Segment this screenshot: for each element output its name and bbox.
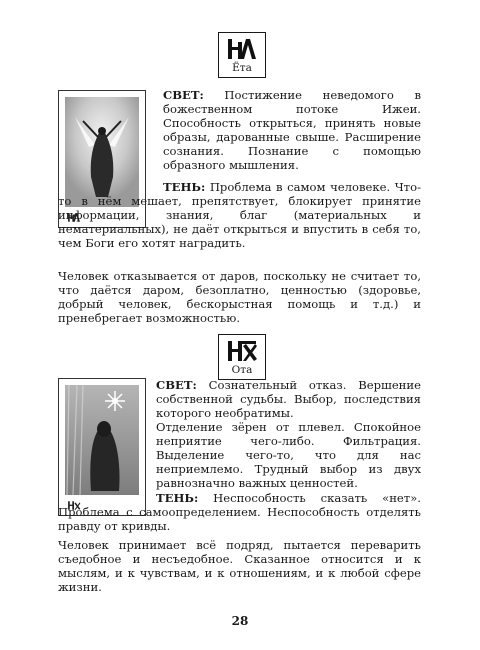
section2-shadow: ТЕНЬ: Неспособность сказать «нет». Проблема с самоопределением. Неспособность отделять правду от кривды. xyxy=(58,491,421,534)
section2-paragraph: Человек принимает всё подряд, пытается переварить съедобное и несъедобное. Сказанное относится и к мыслям, и к чувствам, и к отношениям, и к любой сфере жизни. xyxy=(58,538,421,595)
section1-light: СВЕТ: Постижение неведомого в божественном потоке Ижеи. Способность открыться, принять новые образы, дарованные свыше. Расширение сознания. Познание с помощью образного мышления. xyxy=(163,88,421,173)
section1-shadow: ТЕНЬ: Проблема в самом человеке. Что-то в нём мешает, препятствует, блокирует принятие информации, знания, благ (материальных и нематериальных), не даёт открыться и впустить в себя то, чем Боги его хотят наградить. xyxy=(58,180,421,251)
section1-paragraph: Человек отказывается от даров, поскольку не считает то, что даётся даром, безоплатно, ценностью (здоровье, добрый человек, бескорыстная помощь и т.д.) и пренебрегает возможностью. xyxy=(58,269,421,326)
section2-light-continued: Отделение зёрен от плевел. Спокойное неприятие чего-либо. Фильтрация. Выделение чего-то, что для нас неприемлемо. Трудный выбор из двух равнозначно важных ценностей. xyxy=(156,420,421,491)
rune-ota-icon xyxy=(226,338,258,364)
rune-symbol-eta xyxy=(218,32,266,78)
rune-name: Ота xyxy=(231,364,253,376)
rune-name: Ёта xyxy=(232,62,252,74)
section2-light: СВЕТ: Сознательный отказ. Вершение собственной судьбы. Выбор, последствия которого необратимы. xyxy=(156,378,421,421)
rune-symbol-ota xyxy=(218,334,266,380)
rune-eta-icon xyxy=(226,36,258,62)
card-illustration xyxy=(65,385,139,495)
page-number: 28 xyxy=(231,614,249,628)
